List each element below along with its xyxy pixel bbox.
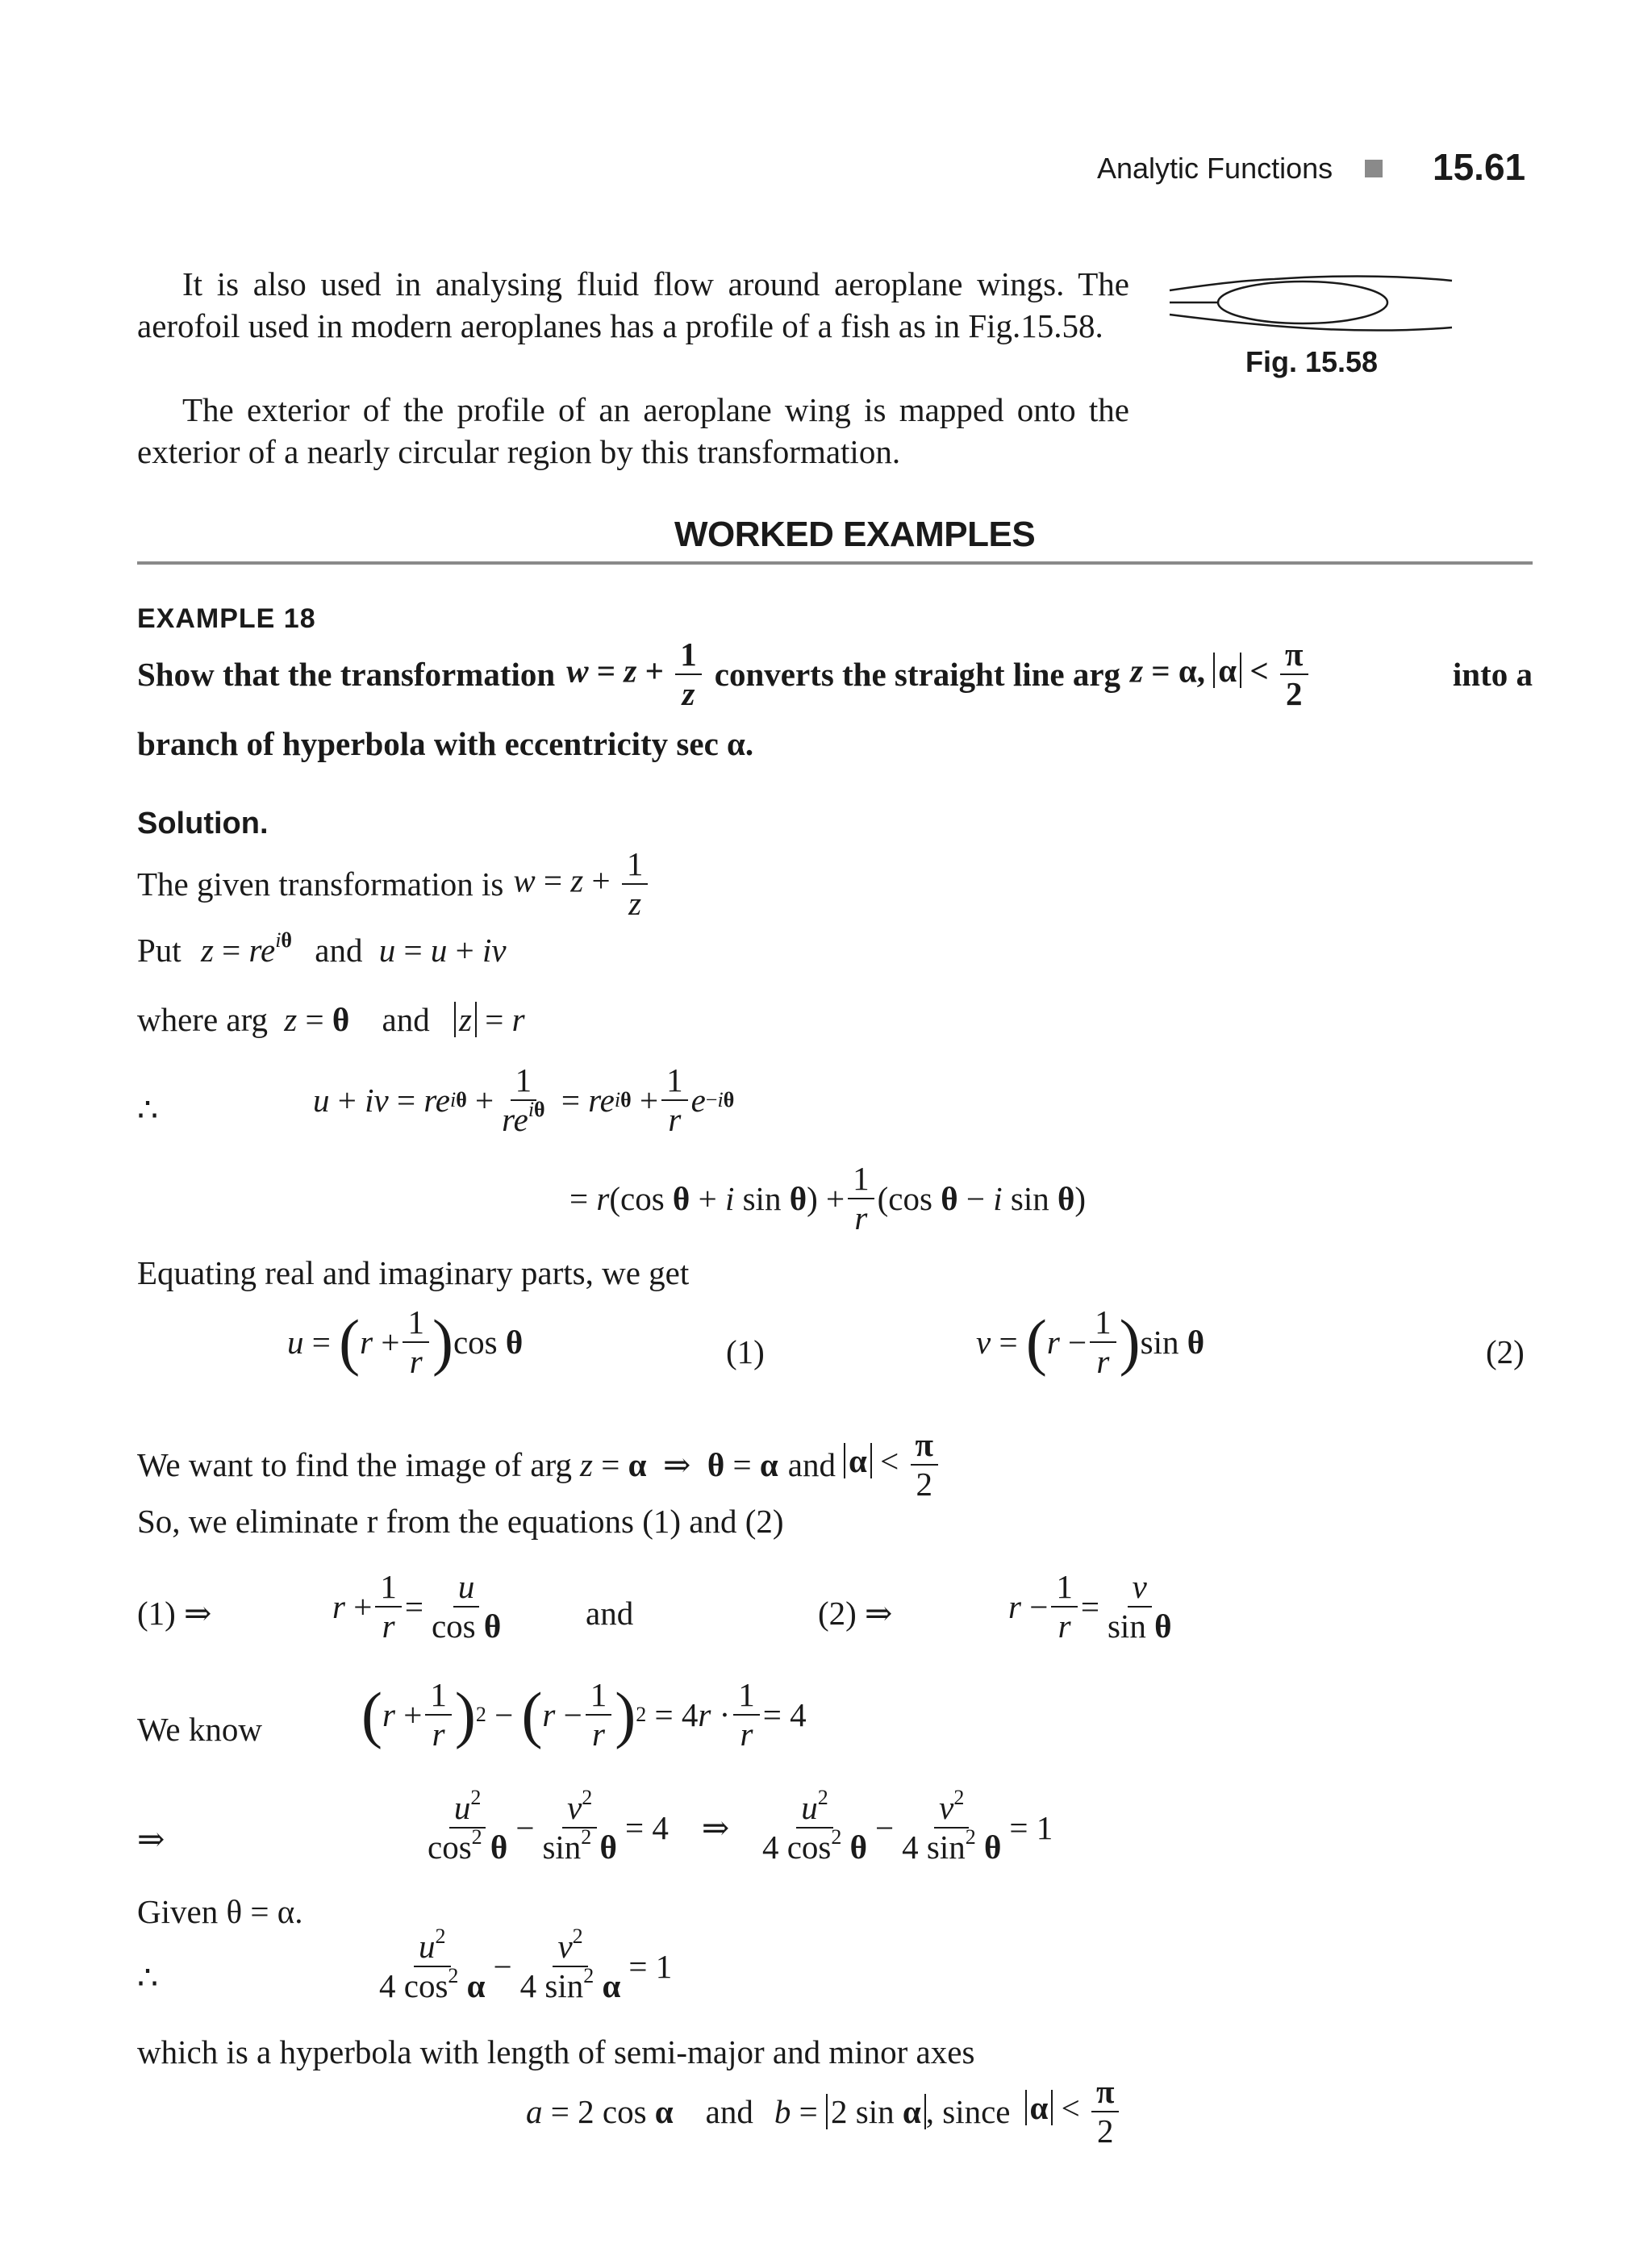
axes-condition: α < $\frac{\pi}{2}$ xyxy=(1025,2075,1123,2149)
axes-since: , since xyxy=(925,2093,1011,2131)
intro-paragraph-1: It is also used in analysing fluid flow around aeroplane wings. The aerofoil used in modern aeroplanes has a profile of a fish as in Fig.15.58. xyxy=(137,265,1129,344)
solution-label: Solution. xyxy=(137,807,269,840)
statement-b: converts the straight line arg xyxy=(714,656,1121,694)
solution-line1 xyxy=(137,847,651,921)
implication-2-label: (2) ⇒ xyxy=(818,1595,893,1632)
axes-and: and xyxy=(705,2093,753,2131)
want-condition: α < $\frac{\pi}{2}$ xyxy=(844,1428,941,1502)
solution-line3 xyxy=(137,999,525,1040)
hyperbola-equation: $\frac{u^2}{4 \cos^2 \alpha}$ − $\frac{v^2}{4 \sin^2 \alpha}$ = 1 xyxy=(379,1924,673,2005)
equation-v: v = ( r − $\frac{1}{r}$ ) sin θ xyxy=(976,1303,1205,1381)
section-rule xyxy=(137,561,1533,565)
axes-line xyxy=(526,2075,1122,2149)
want-text: We want to find the image of arg xyxy=(137,1446,573,1484)
hyperbola-step-1: $\frac{u^2}{\cos^2 \theta}$ − $\frac{v^2}{\sin^2 \theta}$ = 4 ⇒ $\frac{u^2}{4 \cos^2 \theta}$ − $\frac{v^2}{4 \sin^2 \theta}$ = 1 xyxy=(428,1786,1053,1866)
want-and: and xyxy=(787,1446,836,1484)
header-square-icon xyxy=(1365,160,1383,177)
implication-1-formula: r + $\frac{1}{r}$ = $\frac{u}{\text{cos θ}}$ xyxy=(332,1568,502,1645)
hyperbola-text: which is a hyperbola with length of semi-major and minor axes xyxy=(137,2033,975,2070)
implication-2-formula: r − $\frac{1}{r}$ = $\frac{v}{\text{sin θ}}$ xyxy=(1008,1568,1172,1645)
solution-line1-text: The given transformation is xyxy=(137,865,504,903)
implication-1-label: (1) ⇒ xyxy=(137,1595,212,1632)
intro-paragraph-2: The exterior of the profile of an aeroplane wing is mapped onto the exterior of a nearly circular region by this transformation. xyxy=(137,391,1129,470)
statement-condition: z = α, α < $\frac{\pi}{2}$ xyxy=(1130,637,1311,711)
axis-a: a = 2 cos α xyxy=(526,2093,674,2131)
equation-expansion-1: u + iv = re iθ + $\frac{1}{re^{i\theta}}$ = re iθ + $\frac{1}{r}$ e −iθ xyxy=(313,1061,735,1139)
statement-formula: w = z + $\frac{1}{z}$ xyxy=(566,637,705,711)
given-text: Given θ = α. xyxy=(137,1893,303,1930)
running-title: Analytic Functions xyxy=(1097,152,1333,185)
put-and: and xyxy=(315,932,363,969)
equation-expansion-2: = r (cos θ + i sin θ ) + $\frac{1}{r}$ (cos θ − i sin θ ) xyxy=(569,1160,1087,1237)
therefore-symbol-1: ∴ xyxy=(137,1091,159,1128)
page-number: 15.61 xyxy=(1433,146,1526,188)
put-text: Put xyxy=(137,932,181,969)
statement-c: into a xyxy=(1452,656,1533,694)
axis-b: b = 2 sin α xyxy=(774,2092,926,2131)
example-statement-line1 xyxy=(137,637,1533,711)
implies-label: ⇒ xyxy=(137,1820,165,1858)
arg-formula: z = θ xyxy=(284,1001,350,1038)
equation-tag-1: (1) xyxy=(726,1333,765,1370)
w-definition: u = u + iv xyxy=(378,932,507,969)
want-line xyxy=(137,1428,941,1502)
put-formula-eq: = $re^{i\theta}$ xyxy=(222,928,292,969)
therefore-symbol-2: ∴ xyxy=(137,1959,159,1996)
equating-text: Equating real and imaginary parts, we get xyxy=(137,1254,690,1291)
statement-a: Show that the transformation xyxy=(137,656,556,694)
where-text: where arg xyxy=(137,1001,269,1038)
example-statement-line2: branch of hyperbola with eccentricity sec α. xyxy=(137,725,754,762)
we-know-label: We know xyxy=(137,1711,262,1748)
section-title: WORKED EXAMPLES xyxy=(674,515,1036,554)
figure-caption: Fig. 15.58 xyxy=(1245,345,1379,378)
where-and: and xyxy=(382,1001,430,1038)
example-label: EXAMPLE 18 xyxy=(137,603,316,634)
want-formula: z = α ⇒ θ = α xyxy=(580,1446,778,1484)
equation-u: u = ( r + $\frac{1}{r}$ ) cos θ xyxy=(287,1303,524,1381)
solution-line2 xyxy=(137,929,507,971)
eliminate-text: So, we eliminate r from the equations (1) and (2) xyxy=(137,1503,784,1540)
put-formula: z xyxy=(200,932,214,969)
equation-tag-2: (2) xyxy=(1486,1333,1525,1370)
we-know-formula: ( r + $\frac{1}{r}$ ) 2 − ( r − $\frac{1}{r}$ ) 2 = 4 r · $\frac{1}{r}$ = 4 xyxy=(361,1676,807,1754)
aerofoil-figure xyxy=(1162,266,1468,355)
implication-and: and xyxy=(586,1595,634,1632)
transformation-formula: w = z + $\frac{1}{z}$ xyxy=(513,847,651,921)
modulus-formula: z = r xyxy=(454,1001,525,1038)
